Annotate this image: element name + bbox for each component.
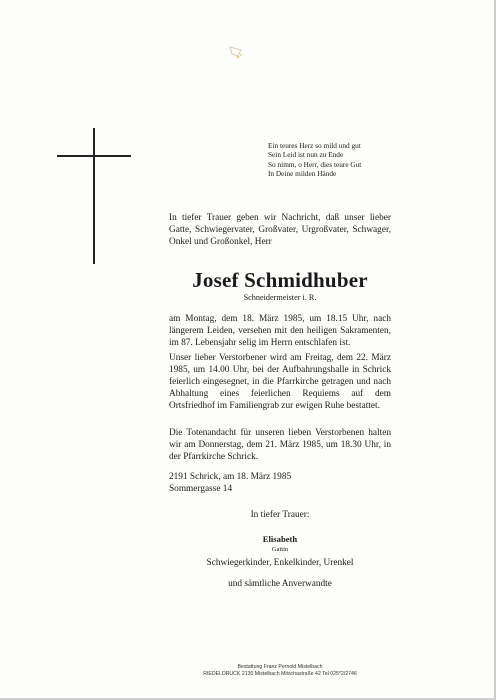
- address-street: Sommergasse 14: [169, 484, 233, 494]
- smudge-mark: [227, 44, 245, 62]
- spouse-role: Gattin: [271, 546, 289, 553]
- poem-line: So nimm, o Herr, dies teure Gut: [268, 159, 362, 169]
- death-paragraph: am Montag, dem 18. März 1985, um 18.15 Uhr, nach längerem Leiden, versehen mit den heiligen Sakramenten, im 87. Lebensjahr selig im Herrn entschlafen ist.: [169, 314, 391, 348]
- footer-printer: RIEDELDRUCK 2130 Mistelbach Mitschastraße 42 Tel 025*2/2746: [203, 671, 357, 677]
- funeral-paragraph: Unser lieber Verstorbener wird am Freitag, dem 22. März 1985, um 14.00 Uhr, bei der Aufbahrungshalle in Schrick feierlich eingesegnet, in die Pfarrkirche getragen und nach Abhaltung eines feierlichen Requiems auf dem Ortsfriedhof im Familiengrab zur ewigen Ruhe bestattet.: [169, 353, 391, 411]
- poem-verse: [268, 141, 361, 179]
- other-relatives-line: und sämtliche Anverwandte: [228, 579, 332, 589]
- address-place-date: 2191 Schrick, am 18. März 1985: [169, 472, 292, 482]
- deceased-name: Josef Schmidhuber: [192, 268, 368, 292]
- poem-line: Sein Leid ist nun zu Ende: [268, 150, 344, 160]
- relatives-line: Schwiegerkinder, Enkelkinder, Urenkel: [206, 558, 354, 568]
- vigil-paragraph: Die Totenandacht für unseren lieben Verstorbenen halten wir am Donnerstag, dem 21. März 1985, um 18.30 Uhr, in der Pfarrkirche Schrick.: [169, 428, 391, 462]
- spouse-name: Elisabeth: [262, 534, 298, 544]
- mourning-label: In tiefer Trauer:: [250, 510, 310, 520]
- cross-icon-horizontal: [57, 155, 131, 157]
- announcement-intro: In tiefer Trauer geben wir Nachricht, daß unser lieber Gatte, Schwiegervater, Großvater, Urgroßvater, Schwager, Onkel und Großonkel, Herr: [169, 213, 391, 247]
- deceased-occupation: Schneidermeister i. R.: [243, 293, 317, 302]
- footer-undertaker: Bestattung Franz Pernold Mistelbach: [237, 664, 323, 670]
- poem-line: In Deine milden Hände: [268, 169, 337, 179]
- address-block: [169, 471, 291, 495]
- cross-icon-vertical: [93, 128, 95, 264]
- poem-line: Ein teures Herz so mild und gut: [268, 141, 361, 150]
